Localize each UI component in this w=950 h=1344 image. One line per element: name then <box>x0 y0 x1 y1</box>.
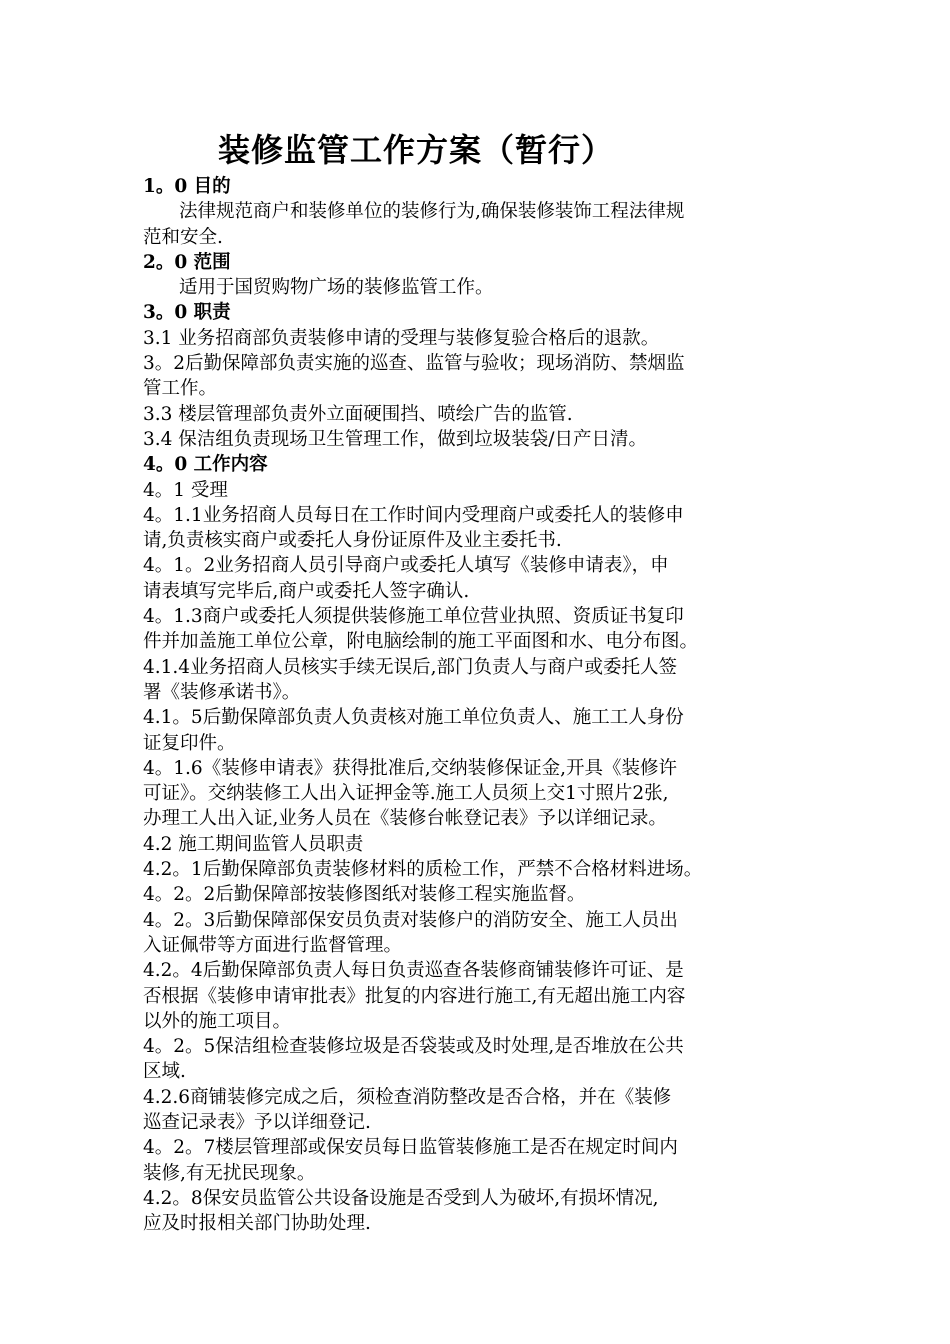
text-line: 否根据《装修申请审批表》批复的内容进行施工,有无超出施工内容 <box>143 985 686 1007</box>
text-line: 4。2。3后勤保障部保安员负责对装修户的消防安全、施工人员出 <box>143 909 678 931</box>
text-line: 4.2 施工期间监管人员职责 <box>143 833 364 855</box>
text-line: 4。1.1业务招商人员每日在工作时间内受理商户或委托人的装修申 <box>143 504 684 526</box>
text-line: 3.3 楼层管理部负责外立面硬围挡、喷绘广告的监管. <box>143 403 573 425</box>
text-line: 4。2。7楼层管理部或保安员每日监管装修施工是否在规定时间内 <box>143 1137 678 1159</box>
text-line: 装修,有无扰民现象。 <box>143 1162 316 1184</box>
text-line: 件并加盖施工单位公章，附电脑绘制的施工平面图和水、电分布图。 <box>143 631 699 653</box>
text-line: 管工作。 <box>143 378 218 400</box>
document-title: 装修监管工作方案（暂行） <box>218 131 615 169</box>
text-line: 4。1。2业务招商人员引导商户或委托人填写《装修申请表》，申 <box>143 555 669 577</box>
section-heading: 1。0 目的 <box>143 176 231 197</box>
text-line: 3.1 业务招商部负责装修申请的受理与装修复验合格后的退款。 <box>143 327 660 349</box>
text-line: 署《装修承诺书》。 <box>143 681 301 703</box>
text-line: 入证佩带等方面进行监督管理。 <box>143 934 403 956</box>
text-line: 范和安全. <box>143 226 223 248</box>
text-line: 适用于国贸购物广场的装修监管工作。 <box>179 277 494 299</box>
text-line: 4.1.4业务招商人员核实手续无误后,部门负责人与商户或委托人签 <box>143 656 677 678</box>
text-line: 4。1 受理 <box>143 479 228 501</box>
text-line: 3.4 保洁组负责现场卫生管理工作，做到垃圾装袋/日产日清。 <box>143 428 648 450</box>
text-line: 4。2。5保洁组检查装修垃圾是否袋装或及时处理,是否堆放在公共 <box>143 1036 684 1058</box>
text-line: 以外的施工项目。 <box>143 1010 292 1032</box>
document-body <box>143 174 823 1236</box>
text-line: 4.2.6商铺装修完成之后，须检查消防整改是否合格，并在《装修 <box>143 1086 672 1108</box>
section-heading: 4。0 工作内容 <box>143 454 268 476</box>
text-line: 应及时报相关部门协助处理. <box>143 1213 371 1235</box>
text-line: 4.2。4后勤保障部负责人每日负责巡查各装修商铺装修许可证、是 <box>143 960 684 982</box>
text-line: 4.1。5后勤保障部负责人负责核对施工单位负责人、施工工人身份 <box>143 707 684 729</box>
text-line: 4。1.3商户或委托人须提供装修施工单位营业执照、资质证书复印 <box>143 606 684 628</box>
text-line: 4。2。2后勤保障部按装修图纸对装修工程实施监督。 <box>143 884 586 906</box>
text-line: 法律规范商户和装修单位的装修行为,确保装修装饰工程法律规 <box>179 201 685 223</box>
text-line: 请表填写完毕后,商户或委托人签字确认. <box>143 580 470 602</box>
text-line: 4.2。1后勤保障部负责装修材料的质检工作，严禁不合格材料进场。 <box>143 859 703 881</box>
text-line: 3。2后勤保障部负责实施的巡查、监管与验收；现场消防、禁烟监 <box>143 353 685 375</box>
text-line: 巡查记录表》予以详细登记. <box>143 1111 371 1133</box>
text-line: 区域. <box>143 1061 186 1083</box>
text-line: 证复印件。 <box>143 732 236 754</box>
text-line: 办理工人出入证,业务人员在《装修台帐登记表》予以详细记录。 <box>143 808 667 830</box>
text-line: 请,负责核实商户或委托人身份证原件及业主委托书. <box>143 530 562 552</box>
text-line: 可证》。交纳装修工人出入证押金等.施工人员须上交1寸照片2张, <box>143 783 669 805</box>
section-heading: 2。0 范围 <box>143 251 231 273</box>
section-heading: 3。0 职责 <box>143 302 231 324</box>
text-line: 4.2。8保安员监管公共设备设施是否受到人为破坏,有损坏情况, <box>143 1187 659 1209</box>
text-line: 4。1.6《装修申请表》获得批准后,交纳装修保证金,开具《装修许 <box>143 757 677 779</box>
